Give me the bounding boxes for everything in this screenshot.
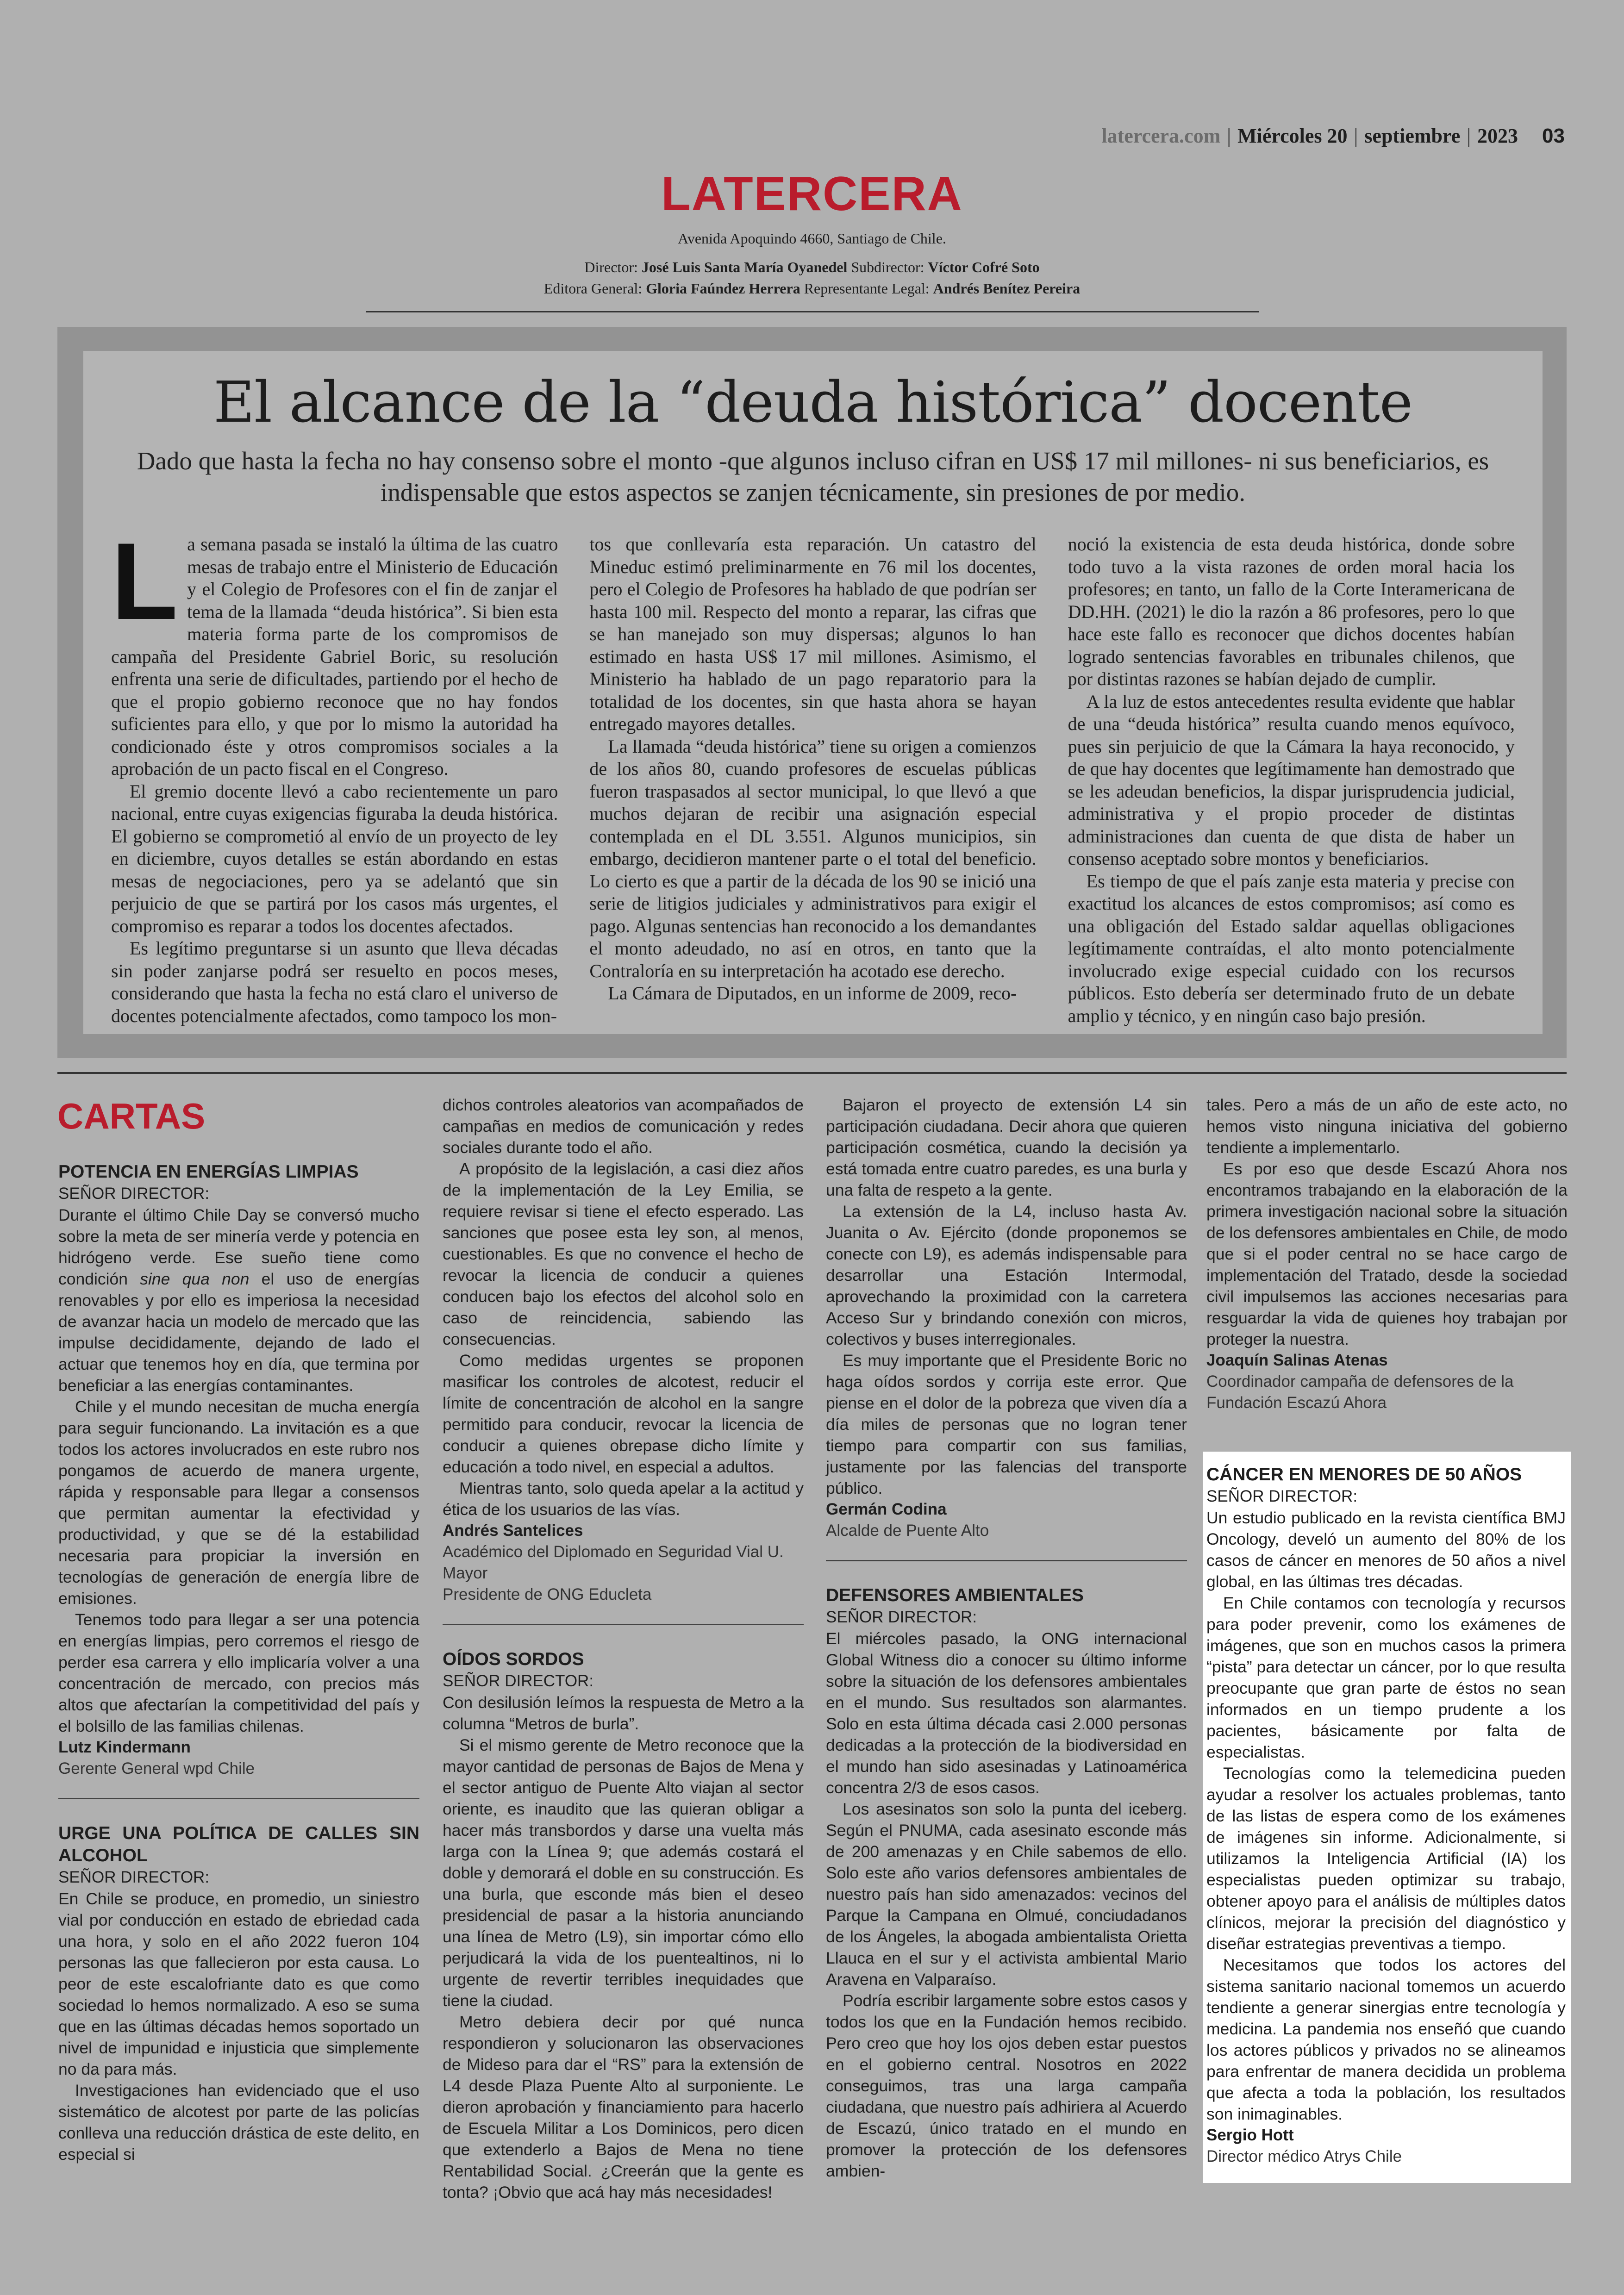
letters-column-2 — [443, 1094, 804, 2203]
editorial-title: El alcance de la “deuda histórica” docente — [213, 369, 1413, 435]
letter-signer-role: Alcalde de Puente Alto — [826, 1522, 989, 1540]
letter-paragraph: Un estudio publicado en la revista científica BMJ Oncology, develó un aumento del 80% de los casos de cáncer en menores de 50 años a nivel global, en las últimas tres décadas. — [1206, 1509, 1566, 1591]
letter-paragraph: Como medidas urgentes se proponen masificar los controles de alcotest, reducir el límite de concentración de alcohol en la sangre permitido para conducir, revocar la licencia de conducir a quienes obrepase dicho límite y educación a todo nivel, en especial a adultos. — [443, 1351, 804, 1476]
letter-paragraph: Es por eso que desde Escazú Ahora nos encontramos trabajando en la elaboración de la primera investigación nacional sobre la situación de los defensores ambientales en Chile, de modo que si el poder central no se hace cargo de implementación del Tratado, desde la sociedad civil impulsemos las acciones necesarias para resguardar la vida de quienes hoy trabajan por proteger la nuestra. — [1206, 1160, 1568, 1348]
letter-signer: Lutz Kindermann — [58, 1738, 191, 1756]
letter-paragraph: Tecnologías como la telemedicina pueden ayudar a resolver los actuales problemas, tanto de las listas de espera como de los exámenes de imágenes sin informe. Adicionalmente, si utilizamos la Inteligencia Artificial (IA) los especialistas pueden optimizar su trabajo, obtener apoyo para el análisis de múltiples datos clínicos, mejorar la precisión del diagnóstico y diseñar estrategias preventivas a tiempo. — [1206, 1764, 1566, 1953]
drop-cap: L — [111, 520, 178, 642]
letter-divider — [826, 1560, 1187, 1561]
editorial-column-3 — [1068, 533, 1515, 1027]
letter-salutation: SEÑOR DIRECTOR: — [443, 1672, 594, 1690]
letter-paragraph: Durante el último Chile Day se conversó mucho sobre la meta de ser minería verde y potencia en hidrógeno verde. Ese sueño tiene como condición sine qua non el uso de energías renovables y por ello es imperiosa la necesidad de avanzar hacia un modelo de mercado que las impulse decididamente, dejando de lado el actuar que tenemos hoy en día, que termina por beneficiar a las energías contaminantes. — [58, 1206, 419, 1395]
letter-paragraph: En Chile contamos con tecnología y recursos para poder prevenir, como los exámenes de imágenes, que son en muchos casos la primera “pista” para detectar un cáncer, por lo que resulta preocupante que gran parte de éstos no sean informados en un tiempo prudente a los pacientes, básicamente por falta de especialistas. — [1206, 1594, 1566, 1761]
masthead-divider — [366, 311, 1259, 312]
letters-column-4-box — [1206, 1464, 1566, 2167]
letter-signer-role: Presidente de ONG Educleta — [443, 1585, 652, 1603]
page-number: 03 — [1542, 125, 1565, 147]
letter-paragraph: Mientras tanto, solo queda apelar a la actitud y ética de los usuarios de las vías. — [443, 1479, 804, 1519]
site-name[interactable]: latercera.com — [1101, 125, 1221, 147]
editorial-paragraph: Es legítimo preguntarse si un asunto que lleva décadas sin poder zanjarse podrá ser resuelto en pocos meses, considerando que hasta la fecha no está claro el universo de docentes potencialmente afectados, como tampoco los mon- — [111, 938, 558, 1026]
letter-signer-role: Gerente General wpd Chile — [58, 1759, 255, 1777]
letter-paragraph: Los asesinatos son solo la punta del iceberg. Según el PNUMA, cada asesinato esconde más de 200 amenazas y en Chile sabemos de ello. Solo este año varios defensores ambientales de nuestro país han sido amenazados: vecinos del Parque la Campana en Olmué, conciudadanos de los Ángeles, la abogada ambientalista Orietta Llauca en el sur y el activista ambiental Mario Aravena en Valparaíso. — [826, 1800, 1187, 1989]
editorial-paragraph: tos que conllevaría esta reparación. Un catastro del Mineduc estimó preliminarmente en 76 mil los docentes, pero el Colegio de Profesores ha hablado de que podrían ser hasta 100 mil. Respecto del monto a reparar, las cifras que se han manejado son muy dispersas; algunos lo han estimado en hasta US$ 17 mil millones. Asimismo, el Ministerio ha hablado de un pago reparatorio para la totalidad de los docentes, sin que hasta ahora se hayan entregado mayores detalles. — [589, 534, 1037, 734]
editorial-paragraph: A la luz de estos antecedentes resulta evidente que hablar de una “deuda histórica” resulta cuando menos equívoco, pues sin perjuicio de que la Cámara la haya reconocido, y de que hay docentes que legítimamente han demostrado que se les adeudan beneficios, la dispar jurisprudencia judicial, administrativa y el propio proceder de distintas administraciones dan cuenta de que dista de haber un consenso aceptado sobre montos y beneficiarios. — [1068, 691, 1515, 869]
letter-paragraph: Metro debiera decir por qué nunca respondieron y solucionaron las observaciones de Mideso para dar el “RS” para la extensión de L4 desde Plaza Puente Alto al surponiente. Le dieron aprobación y financiamiento para hacerlo de Escuela Militar a Los Dominicos, pero dicen que extenderlo a Bajos de Mena no tiene Rentabilidad Social. ¿Creerán que la gente es tonta? ¡Obvio que acá hay más necesidades! — [443, 2013, 804, 2201]
letter-paragraph: tales. Pero a más de un año de este acto, no hemos visto ninguna iniciativa del gobierno tendiente a implementarlo. — [1206, 1096, 1568, 1157]
letter-salutation: SEÑOR DIRECTOR: — [826, 1608, 977, 1626]
letter-signer-role: Coordinador campaña de defensores de la Fundación Escazú Ahora — [1206, 1372, 1514, 1412]
letter-divider — [58, 1798, 419, 1799]
highlighted-letter-box — [1203, 1452, 1571, 2183]
header-month: septiembre — [1364, 125, 1461, 147]
letter-salutation: SEÑOR DIRECTOR: — [58, 1868, 210, 1886]
letter-paragraph: Tenemos todo para llegar a ser una potencia en energías limpias, pero corremos el riesgo de perder esa carrera y ello implicaría volver a una concentración de mercado, con precios más altos que afectarían la competitividad del país y el bolsillo de las familias chilenas. — [58, 1610, 419, 1735]
letter-signer: Andrés Santelices — [443, 1522, 583, 1540]
letter-paragraph: Chile y el mundo necesitan de mucha energía para seguir funcionando. La invitación es a que todos los actores involucrados en este rubro nos pongamos de acuerdo de manera urgente, rápida y responsable para llegar a consensos que permitan aumentar la efectividad y productividad, y que se dé la estabilidad necesaria para propiciar la inversión en tecnologías de generación de energía libre de emisiones. — [58, 1397, 419, 1608]
letter-paragraph: dichos controles aleatorios van acompañados de campañas en medios de comunicación y redes sociales durante todo el año. — [443, 1096, 804, 1157]
section-divider — [57, 1072, 1567, 1074]
editorial-subtitle: Dado que hasta la fecha no hay consenso sobre el monto -que algunos incluso cifran en US$ 17 mil millones- ni sus beneficiarios, es indispensable que estos aspectos se zanjen técnicamente, sin presiones de por medio. — [137, 447, 1489, 506]
letters-column-1 — [58, 1161, 419, 2165]
cartas-section-title: CARTAS — [57, 1096, 206, 1136]
newspaper-logo: LATERCERA — [661, 167, 963, 221]
header-day: Miércoles 20 — [1237, 125, 1348, 147]
representante-name: Andrés Benítez Pereira — [933, 280, 1081, 297]
letter-paragraph: Bajaron el proyecto de extensión L4 sin participación ciudadana. Decir ahora que quieren participación cosmética, cuando la decisión ya está tomada entre cuatro paredes, es una burla y una falta de respeto a la gente. — [826, 1096, 1187, 1199]
letter-title: POTENCIA EN ENERGÍAS LIMPIAS — [58, 1162, 359, 1182]
letter-paragraph: Si el mismo gerente de Metro reconoce que la mayor cantidad de personas de Bajos de Mena y el sector antiguo de Puente Alto viajan al sector oriente, es inaudito que las quieran obligar a hacer más transbordos y darse una vuelta más larga con la Línea 9; que además costará el doble y demorará el doble en su construcción. Es una burla, que esconde más bien el deseo presidencial de pasar a la historia anunciando una línea de Metro (L9), sin importar cómo ello perjudicará la vida de los puentealtinos, ni lo urgente de revertir terribles inequidades que tiene la ciudad. — [443, 1736, 804, 2010]
letter-divider — [443, 1624, 804, 1625]
masthead-address: Avenida Apoquindo 4660, Santiago de Chile. — [678, 230, 946, 247]
letter-paragraph: La extensión de la L4, incluso hasta Av. Juanita o Av. Ejército (donde proponemos se conecte con L9), es además indispensable para desarrollar una Estación Intermodal, aprovechando la proximidad con la carretera Acceso Sur y brindando conexión con micros, colectivos y buses interregionales. — [826, 1202, 1187, 1348]
editorial-box — [83, 351, 1543, 1034]
editorial-column-2 — [589, 533, 1036, 1027]
editorial-paragraph: La llamada “deuda histórica” tiene su origen a comienzos de los años 80, cuando profesores de escuelas públicas fueron traspasados al sector municipal, lo que llevó a que muchos dejaran de recibir una asignación especial contemplada en el DL 3.551. Algunos municipios, sin embargo, decidieron mantener parte o el total del beneficio. Lo cierto es que a partir de la década de los 90 se inició una serie de litigios judiciales y administrativos para exigir el pago. Algunas sentencias han reconocido a los demandantes el monto adeudado, no así en otros, en tanto que la Contraloría en su interpretación ha acotado ese derecho. — [589, 736, 1037, 981]
subdirector-name: Víctor Cofré Soto — [928, 259, 1040, 275]
letter-signer-role: Director médico Atrys Chile — [1206, 2147, 1402, 2165]
letters-column-3 — [826, 1094, 1187, 2182]
letter-paragraph: A propósito de la legislación, a casi diez años de la implementación de la Ley Emilia, se requiere revisar si tiene el efecto esperado. Las sanciones que posee esta ley son, al menos, cuestionables. Es que no convence el hecho de revocar la licencia de conducir a quienes conducen bajo los efectos del alcohol solo en caso de reincidencia, sabiendo las consecuencias. — [443, 1160, 804, 1348]
editora-name: Gloria Faúndez Herrera — [646, 280, 800, 297]
header-separator: | — [1467, 125, 1471, 147]
letter-paragraph: Podría escribir largamente sobre estos casos y todos los que en la Fundación hemos recibido. Pero creo que hoy los ojos deben estar puestos en el gobierno central. Nosotros en 2022 conseguimos, tras una larga campaña ciudadana, que nuestro país adhiriera al Acuerdo de Escazú, único tratado en el mundo en promover la protección de los defensores ambien- — [826, 1991, 1187, 2180]
header-year: 2023 — [1477, 125, 1518, 147]
header-separator: | — [1227, 125, 1231, 147]
letter-signer-role: Académico del Diplomado en Seguridad Vial U. Mayor — [443, 1543, 784, 1582]
header-separator: | — [1354, 125, 1358, 147]
page-header-line — [1101, 124, 1565, 148]
letter-title: OÍDOS SORDOS — [443, 1649, 584, 1669]
subdirector-label: Subdirector: — [851, 259, 924, 275]
letter-signer: Sergio Hott — [1206, 2126, 1294, 2144]
letter-paragraph: En Chile se produce, en promedio, un siniestro vial por conducción en estado de ebriedad cada una hora, y solo en el año 2022 fueron 104 personas las que fallecieron por esta causa. Lo peor de este escalofriante dato es que como sociedad lo hemos normalizado. A eso se suma que en las últimas décadas hemos soportado un nivel de impunidad e injusticia que simplemente no da para más. — [58, 1890, 419, 2078]
letter-title: CÁNCER EN MENORES DE 50 AÑOS — [1206, 1465, 1522, 1484]
director-name: José Luis Santa María Oyanedel — [641, 259, 848, 275]
editorial-column-1 — [111, 520, 558, 1027]
letter-salutation: SEÑOR DIRECTOR: — [58, 1185, 210, 1203]
editorial-paragraph: El gremio docente llevó a cabo recientemente un paro nacional, entre cuyas exigencias figuraba la deuda histórica. El gobierno se comprometió al envío de un proyecto de ley en diciembre, cuyos detalles se están abordando en estas mesas de negociaciones, pero ya se adelantó que sin perjuicio de que se partirá por los casos más urgentes, el compromiso es reparar a todos los docentes afectados. — [111, 780, 558, 936]
letter-paragraph: Con desilusión leímos la respuesta de Metro a la columna “Metros de burla”. — [443, 1693, 804, 1733]
letters-column-4 — [1206, 1094, 1568, 1414]
letter-paragraph: Necesitamos que todos los actores del sistema sanitario nacional tomemos un acuerdo tendiente a generar sinergias entre tecnología y medicina. La pandemia nos enseñó que cuando los actores públicos y privados no se alineamos para enfrentar de manera decidida un problema que afecta a toda la población, los resultados son inimaginables. — [1206, 1956, 1566, 2123]
letter-signer: Germán Codina — [826, 1500, 947, 1518]
letter-paragraph: Es muy importante que el Presidente Boric no haga oídos sordos y corrija este error. Que piense en el dolor de la pobreza que viven día a día miles de personas que no logran tener tiempo para compartir con sus familias, justamente por las falencias del transporte público. — [826, 1351, 1187, 1497]
editorial-columns — [111, 520, 1515, 1027]
masthead — [0, 167, 1624, 299]
director-label: Director: — [584, 259, 638, 275]
letter-salutation: SEÑOR DIRECTOR: — [1206, 1487, 1358, 1505]
editora-label: Editora General: — [543, 280, 643, 297]
editorial-paragraph: a semana pasada se instaló la última de las cuatro mesas de trabajo entre el Ministerio de Educación y el Colegio de Profesores con el fin de zanjar el tema de la llamada “deuda histórica”. Si bien esta materia forma parte de los compromisos de campaña del Presidente Gabriel Boric, su resolución enfrenta una serie de dificultades, partiendo por el hecho de que el propio gobierno reconoce que no hay fondos suficientes para ello, y que por lo mismo la autoridad ha condicionado éste y otros compromisos sociales a la aprobación de un pacto fiscal en el Congreso. — [111, 534, 558, 779]
representante-label: Representante Legal: — [804, 280, 930, 297]
letter-paragraph: Investigaciones han evidenciado que el uso sistemático de alcotest por parte de las policías conlleva una reducción drástica de este delito, en especial si — [58, 2081, 419, 2164]
letter-title: DEFENSORES AMBIENTALES — [826, 1585, 1084, 1605]
letter-title: URGE UNA POLÍTICA DE CALLES SIN ALCOHOL — [58, 1823, 419, 1865]
letter-signer: Joaquín Salinas Atenas — [1206, 1351, 1388, 1369]
editorial-paragraph: La Cámara de Diputados, en un informe de 2009, reco- — [608, 983, 1017, 1004]
masthead-staff — [0, 256, 1624, 299]
letter-paragraph: El miércoles pasado, la ONG internacional Global Witness dio a conocer su último informe sobre la situación de los defensores ambientales en el mundo. Sus resultados son alarmantes. Solo en esta última década casi 2.000 personas dedicadas a la protección de la biodiversidad en el mundo han sido asesinadas y Latinoamérica concentra 2/3 de esos casos. — [826, 1629, 1187, 1797]
editorial-paragraph: noció la existencia de esta deuda histórica, donde sobre todo tuvo a la vista razones de orden moral hacia los profesores; en tanto, un fallo de la Corte Interamericana de DD.HH. (2021) le dio la razón a 86 profesores, pero lo que hace este fallo es reconocer que dichos docentes habían logrado sentencias favorables en tribunales chilenos, que por distintas razones se habían dejado de cumplir. — [1068, 534, 1515, 689]
editorial-paragraph: Es tiempo de que el país zanje esta materia y precise con exactitud los alcances de estos compromisos; así como es una obligación del Estado saldar aquellas obligaciones legítimamente contraídas, el alto monto potencialmente involucrado exige especial cuidado con los recursos públicos. Esto debería ser determinado fruto de un debate amplio y técnico, y en ningún caso bajo presión. — [1068, 870, 1515, 1026]
